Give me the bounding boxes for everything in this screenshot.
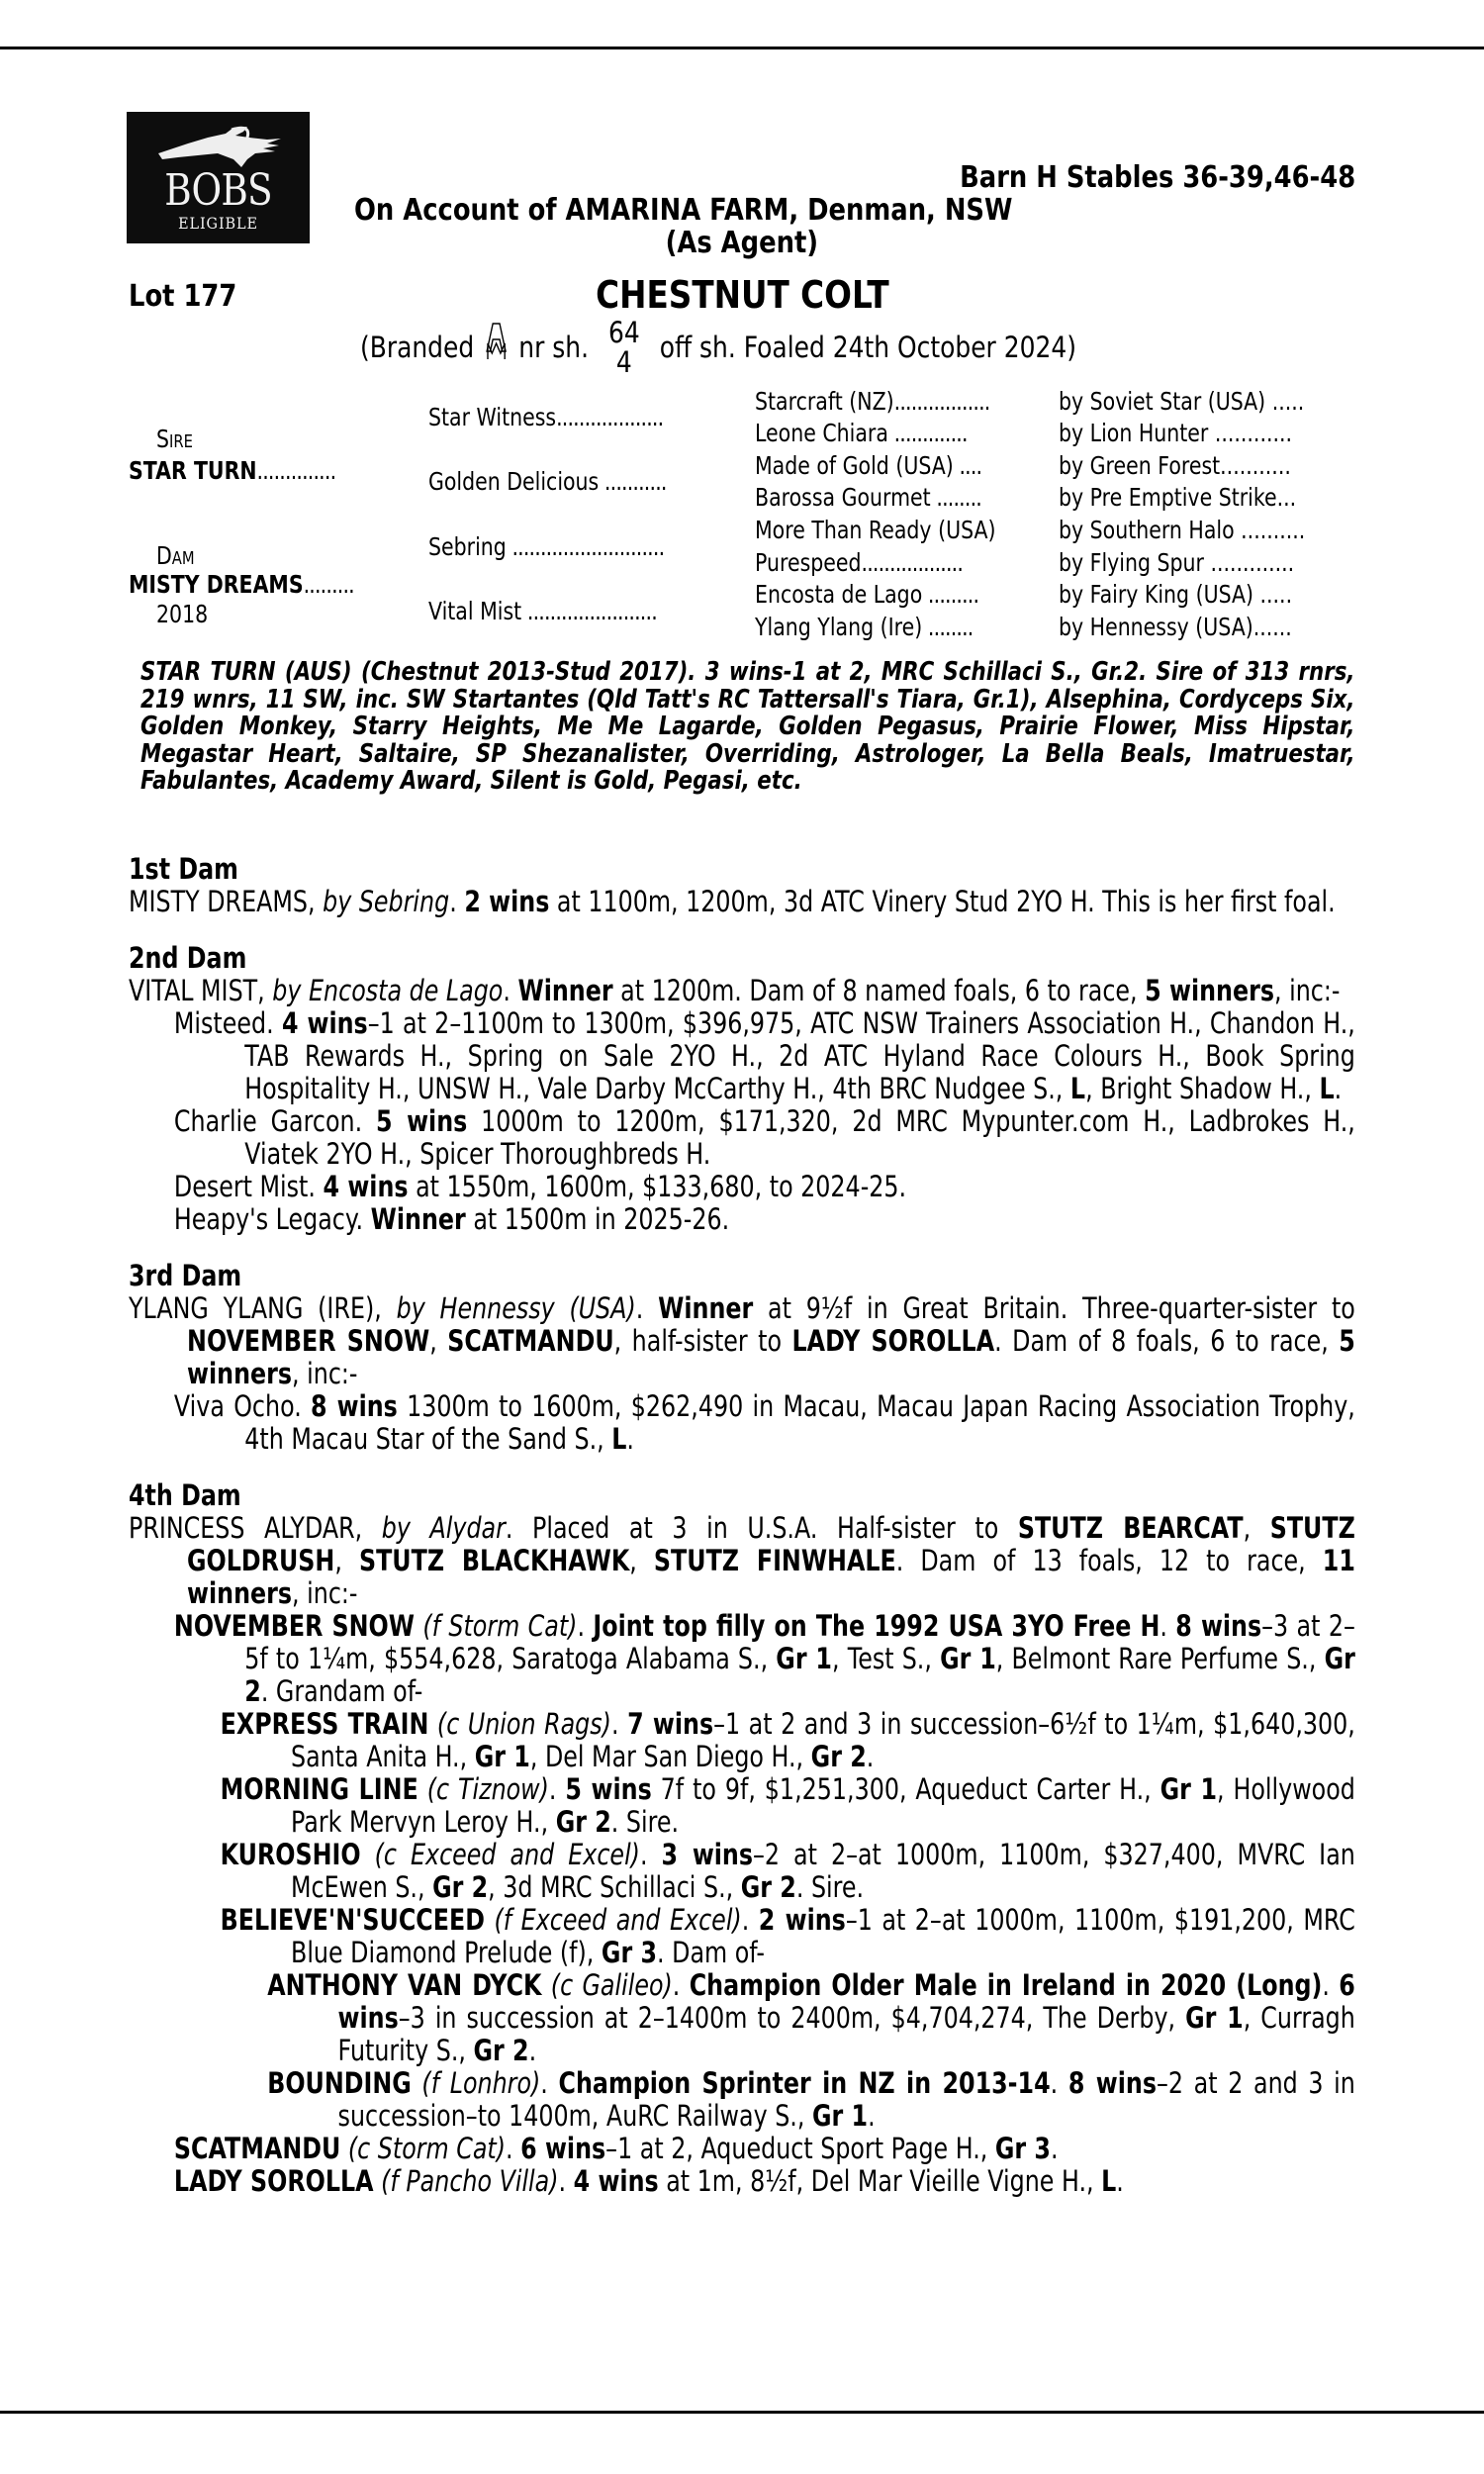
logo-text-bobs: BOBS	[164, 165, 272, 216]
progeny-entry-viva-ocho: Viva Ocho. 8 wins 1300m to 1600m, $262,490 in Macau, Macau Japan Racing Association Trophy, 4th Macau Star of the Sand S., L.	[173, 1389, 1355, 1456]
third-dam-heading: 3rd Dam	[129, 1259, 242, 1292]
pedigree-ancestor-sire: by Pre Emptive Strike...	[1059, 483, 1297, 512]
pedigree-grandsire: Star Witness...................	[428, 403, 664, 431]
progeny-entry-bounding: BOUNDING (f Lonhro). Champion Sprinter in NZ in 2013-14. 8 wins–2 at 2 and 3 in succession–to 1400m, AuRC Railway S., Gr 1.	[267, 2066, 1355, 2133]
agent-note: (As Agent)	[665, 226, 819, 260]
pedigree-ancestor-sire: by Flying Spur .............	[1059, 548, 1295, 577]
pedigree-ancestor-row: More Than Ready (USA)	[755, 516, 996, 544]
progeny-entry-believe-n-succeed: BELIEVE'N'SUCCEED (f Exceed and Excel). 2 wins–1 at 2–at 1000m, 1100m, $191,200, MRC Blue Diamond Prelude (f), Gr 3. Dam of-	[220, 1903, 1355, 1969]
pedigree-ancestor-sire: by Green Forest...........	[1059, 451, 1291, 480]
progeny-entry-anthony-van-dyck: ANTHONY VAN DYCK (c Galileo). Champion Older Male in Ireland in 2020 (Long). 6 wins–3 in succession at 2–1400m to 2400m, $4,704,274, The Derby, Gr 1, Curragh Futurity S., Gr 2.	[267, 1968, 1355, 2067]
female-family	[129, 853, 1355, 2198]
progeny-entry-desert-mist: Desert Mist. 4 wins at 1550m, 1600m, $133,680, to 2024-25.	[173, 1170, 907, 1203]
barn-location: Barn H Stables 36-39,46-48	[959, 160, 1355, 195]
pedigree-granddam-sire-side: Golden Delicious ...........	[428, 467, 667, 496]
pedigree-ancestor-row: Ylang Ylang (Ire) ........	[755, 613, 974, 641]
progeny-entry-express-train: EXPRESS TRAIN (c Union Rags). 7 wins–1 at 2 and 3 in succession–6½f to 1¼m, $1,640,300, Santa Anita H., Gr 1, Del Mar San Diego H., Gr 2.	[220, 1707, 1355, 1773]
progeny-entry-kuroshio: KUROSHIO (c Exceed and Excel). 3 wins–2 at 2–at 1000m, 1100m, $327,400, MVRC Ian McEwen S., Gr 2, 3d MRC Schillaci S., Gr 2. Sire.	[220, 1838, 1355, 1904]
progeny-entry-scatmandu: SCATMANDU (c Storm Cat). 6 wins–1 at 2, Aqueduct Sport Page H., Gr 3.	[173, 2132, 1059, 2165]
pedigree-ancestor-row: Leone Chiara .............	[755, 419, 968, 447]
first-dam-entry: MISTY DREAMS, by Sebring. 2 wins at 1100m, 1200m, 3d ATC Vinery Stud 2YO H. This is her first foal.	[129, 885, 1336, 918]
pedigree-damsire: Sebring ...........................	[428, 532, 665, 561]
sire-label: Sire	[156, 425, 193, 453]
progeny-entry-november-snow: NOVEMBER SNOW (f Storm Cat). Joint top filly on The 1992 USA 3YO Free H. 8 wins–3 at 2–5f to 1¼m, $554,628, Saratoga Alabama S., Gr 1, Test S., Gr 1, Belmont Rare Perfume S., Gr 2. Grandam of-	[173, 1609, 1355, 1708]
progeny-entry-misteed: Misteed. 4 wins–1 at 2–1100m to 1300m, $396,975, ATC NSW Trainers Association H., Chandon H., TAB Rewards H., Spring on Sale 2YO H., 2d ATC Hyland Race Colours H., Book Spring Hospitality H., UNSW H., Vale Darby McCarthy H., 4th BRC Nudgee S., L, Bright Shadow H., L.	[173, 1006, 1355, 1105]
fourth-dam-entry: PRINCESS ALYDAR, by Alydar. Placed at 3 in U.S.A. Half-sister to STUTZ BEARCAT, STUTZ GOLDRUSH, STUTZ BLACKHAWK, STUTZ FINWHALE. Dam of 13 foals, 12 to race, 11 winners, inc:-	[129, 1511, 1355, 1610]
pedigree-ancestor-sire: by Soviet Star (USA) .....	[1059, 387, 1305, 416]
sire-name: STAR TURN..............	[129, 456, 336, 485]
brand-foaling-line: (Branded nr sh. 64 4 off sh. Foaled 24th October 2024)	[360, 316, 1076, 379]
progeny-entry-lady-sorolla: LADY SOROLLA (f Pancho Villa). 4 wins at 1m, 8½f, Del Mar Vieille Vigne H., L.	[173, 2164, 1124, 2198]
vendor-line: On Account of AMARINA FARM, Denman, NSW	[354, 193, 1013, 228]
sire-summary: STAR TURN (AUS) (Chestnut 2013-Stud 2017). 3 wins-1 at 2, MRC Schillaci S., Gr.2. Sire of 313 rnrs, 219 wnrs, 11 SW, inc. SW Startantes (Qld Tatt's RC Tattersall's Tiara, Gr.1), Alsephina, Cordyceps Six, Golden Monkey, Starry Heights, Me Me Lagarde, Golden Pegasus, Prairie Flower, Miss Hipstar, Megastar Heart, Saltaire, SP Shezanalister, Overriding, Astrologer, La Bella Beals, Imatruestar, Fabulantes, Academy Award, Silent is Gold, Pegasi, etc.	[140, 657, 1355, 796]
pedigree-ancestor-row: Starcraft (NZ).................	[755, 387, 990, 416]
third-dam-entry: YLANG YLANG (IRE), by Hennessy (USA). Winner at 9½f in Great Britain. Three-quarter-sister to NOVEMBER SNOW, SCATMANDU, half-sister to LADY SOROLLA. Dam of 8 foals, 6 to race, 5 winners, inc:-	[129, 1291, 1355, 1390]
fourth-dam-heading: 4th Dam	[129, 1478, 241, 1512]
dam-foaled-year: 2018	[156, 600, 209, 628]
pedigree-ancestor-sire: by Fairy King (USA) .....	[1059, 580, 1293, 609]
lot-number: Lot 177	[129, 279, 237, 314]
lot-title: CHESTNUT COLT	[595, 273, 889, 317]
first-dam-heading: 1st Dam	[129, 852, 238, 886]
brand-number-fraction: 64 4	[607, 316, 640, 379]
pedigree-ancestor-sire: by Southern Halo ..........	[1059, 516, 1306, 544]
brand-am-icon	[486, 319, 508, 358]
progeny-entry-morning-line: MORNING LINE (c Tiznow). 5 wins 7f to 9f, $1,251,300, Aqueduct Carter H., Gr 1, Hollywood Park Mervyn Leroy H., Gr 2. Sire.	[220, 1772, 1355, 1839]
dam-name: MISTY DREAMS.........	[129, 570, 354, 599]
bottom-rule	[0, 2411, 1484, 2414]
second-dam-entry: VITAL MIST, by Encosta de Lago. Winner at 1200m. Dam of 8 named foals, 6 to race, 5 winners, inc:-	[129, 974, 1341, 1007]
second-dam-heading: 2nd Dam	[129, 941, 247, 975]
progeny-entry-charlie-garcon: Charlie Garcon. 5 wins 1000m to 1200m, $171,320, 2d MRC Mypunter.com H., Ladbrokes H., Viatek 2YO H., Spicer Thoroughbreds H.	[173, 1104, 1355, 1171]
pedigree-ancestor-row: Purespeed..................	[755, 548, 964, 577]
dam-label: Dam	[156, 541, 195, 570]
horse-head-icon	[148, 124, 287, 171]
pedigree-ancestor-sire: by Hennessy (USA)......	[1059, 613, 1292, 641]
pedigree-ancestor-row: Encosta de Lago .........	[755, 580, 979, 609]
pedigree-ancestor-row: Barossa Gourmet ........	[755, 483, 981, 512]
top-rule	[0, 47, 1484, 49]
pedigree-granddam-dam-side: Vital Mist .......................	[428, 597, 657, 625]
progeny-entry-heapys-legacy: Heapy's Legacy. Winner at 1500m in 2025-26.	[173, 1202, 730, 1236]
logo-text-eligible: ELIGIBLE	[178, 214, 258, 233]
bobs-eligible-logo	[127, 112, 310, 243]
pedigree-ancestor-sire: by Lion Hunter ............	[1059, 419, 1293, 447]
pedigree-ancestor-row: Made of Gold (USA) ....	[755, 451, 982, 480]
